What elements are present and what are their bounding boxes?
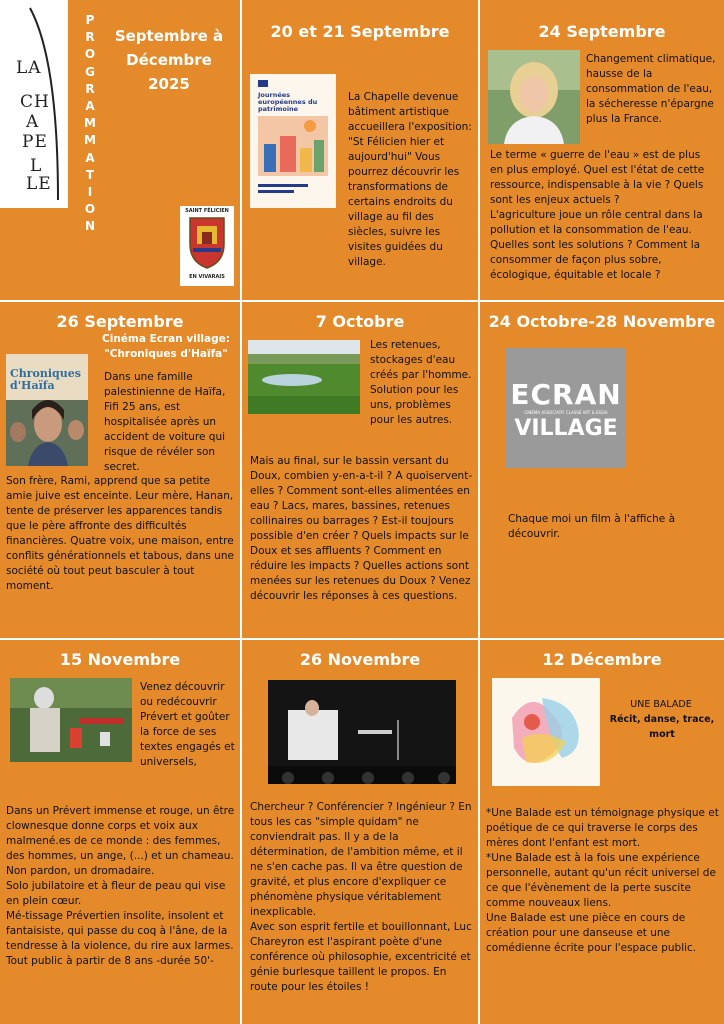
period-line: Décembre: [126, 51, 212, 69]
side-title: UNE BALADE: [630, 699, 692, 710]
event-description: Mais au final, sur le bassin versant du Doux, combien y-en-a-t-il ? A quoiservent-elles ? Comment sont-elles alimentées en eau ? Lacs, mares, bassines, retenues collinaires ou barrages ? Est-il toujours possible d'en créer ? Quels impacts sur le Doux et ses affluents ? Comment en réduire les impacts ? Quelles actions sont menées sur les retenues du Doux ? Venez découvrir les réponses à ces questions.: [250, 455, 473, 602]
jep-poster: [250, 74, 336, 208]
event-subtitle: Cinéma Ecran village: "Chroniques d'Haïfa": [102, 333, 230, 360]
event-date: 26 Novembre: [299, 650, 421, 669]
event-card-prevert: [0, 640, 240, 1024]
event-card-balade: [480, 640, 724, 1024]
logo-letter: A: [26, 112, 40, 132]
logo-letter: L: [30, 156, 43, 176]
event-description: La Chapelle devenue bâtiment artistique accueillera l'exposition: "St Félicien hier et aujourd'hui" Vous pourrez découvrir les transformations de certains endroits du village au fil des siècles, suivre les visites guidées du village.: [348, 91, 472, 268]
event-description: Le terme « guerre de l'eau » est de plus en plus employé. Quel est l'état de cette ressource, indispensable à la vie ? Quels sont les enjeux actuels ? L'agriculture joue un rôle central dans la pollution et la consommation de l'eau. Quelles sont les solutions ? Comment la consommer de façon plus sobre, écologique, équitable et locale ?: [490, 149, 705, 281]
logo-letter: LA: [16, 58, 42, 78]
event-date: 24 Septembre: [538, 22, 666, 41]
performer-photo: [10, 678, 132, 762]
saint-felicien-crest: [180, 206, 234, 286]
event-description: Chercheur ? Conférencier ? Ingénieur ? En tous les cas "simple quidam" ne conviendrait pas. Il y a de la détermination, de l'ambition même, et il ne s'en cache pas. Il va être question de gravité, et plus encore d'expliquer ce phénomène physique véritablement inexplicable. Avec son esprit fertile et bouillonnant, Luc Chareyron est l'aspirant poète d'une conférence où philosophie, excentricité et génie burlesque taillent le propos. En route pour les étoiles !: [250, 801, 472, 993]
crest-top-text: SAINT FÉLICIEN: [185, 208, 229, 214]
event-intro: Venez découvrir ou redécouvrir Prévert et goûter la force de ses textes engagés et universels,: [140, 681, 235, 768]
programmation-vertical-label: PROGRAMMATION: [84, 13, 96, 234]
event-card-cinema-haifa: [0, 302, 240, 638]
balade-artwork: [492, 678, 600, 786]
side-subtitle: Récit, danse, trace, mort: [609, 714, 715, 740]
reservoir-photo: [248, 340, 360, 414]
logo-letter: PE: [22, 132, 48, 152]
event-date: 26 Septembre: [56, 312, 184, 331]
event-card-jep: [242, 0, 478, 300]
film-poster-title: Chroniques d'Haïfa: [10, 367, 81, 392]
event-intro: Dans une famille palestinienne de Haïfa, Fifi 25 ans, est hospitalisée après un accident de voiture qui risque de révéler son secret.: [104, 371, 226, 473]
logo-letter: LE: [26, 174, 52, 194]
event-description: Son frère, Rami, apprend que sa petite amie juive est enceinte. Leur mère, Hanan, tente de préserver les apparences tandis que le père affronte des difficultés financières. Quatre voix, une maison, entre conflits générationnels et tabous, dans une société où tout peut basculer à tout moment.: [6, 475, 234, 592]
event-intro: Les retenues, stockages d'eau créés par l'homme. Solution pour les uns, problèmes pour les autres.: [370, 339, 472, 426]
speaker-photo: [488, 50, 580, 144]
logo-line: VILLAGE: [514, 416, 618, 441]
header-cell: [0, 0, 240, 300]
period-title: [104, 24, 234, 96]
event-date: 12 Décembre: [542, 650, 662, 669]
ecran-village-logo: [506, 348, 626, 468]
event-description: *Une Balade est un témoignage physique et poétique de ce qui traverse le corps des mères dont l'enfant est mort. *Une Balade est à la fois une expérience personnelle, autant qu'un récit universel de ce que l'évènement de la perte suscite comme nouveaux liens. Une Balade est une pièce en cours de création pour une danseuse et une comédienne écrite pour l'espace public.: [486, 807, 719, 954]
la-chapelle-logo: [0, 0, 68, 208]
event-card-retenues: [242, 302, 478, 638]
event-date: 15 Novembre: [59, 650, 181, 669]
period-line: Septembre à: [114, 27, 224, 45]
event-date: 7 Octobre: [315, 312, 405, 331]
stage-photo: [268, 680, 456, 784]
logo-line: ECRAN: [510, 378, 622, 411]
event-card-conference: [242, 640, 478, 1024]
period-line: 2025: [148, 75, 190, 93]
event-date: 24 Octobre-28 Novembre: [488, 312, 716, 331]
event-date: 20 et 21 Septembre: [270, 22, 450, 41]
film-poster: [6, 354, 88, 466]
event-card-ecran-village: [480, 302, 724, 638]
crest-bottom-text: EN VIVARAIS: [189, 274, 225, 280]
logo-tagline: CINÉMA ASSOCIATIF CLASSÉ ART & ESSAI: [524, 410, 608, 415]
jep-poster-title: Journées européennes du patrimoine: [258, 91, 318, 113]
logo-letter: CH: [20, 92, 50, 112]
event-card-water: [480, 0, 724, 300]
event-description: Dans un Prévert immense et rouge, un être clownesque donne corps et voix aux malmené.es de ce monde : des femmes, des hommes, un ange, (...) et un chameau. Non pardon, un dromadaire. Solo jubilatoire et à fleur de peau qui vise en plein cœur. Mé-tissage Prévertien insolite, insolent et fantaisiste, qui passe du coq à l'âne, de la tendresse à la violence, du rire aux larmes. Tout public à partir de 8 ans -durée 50'-: [6, 805, 235, 967]
event-description: Chaque moi un film à l'affiche à découvrir.: [508, 513, 676, 540]
event-intro: Changement climatique, hausse de la consommation de l'eau, la sécheresse n'épargne plus la France.: [586, 53, 716, 125]
